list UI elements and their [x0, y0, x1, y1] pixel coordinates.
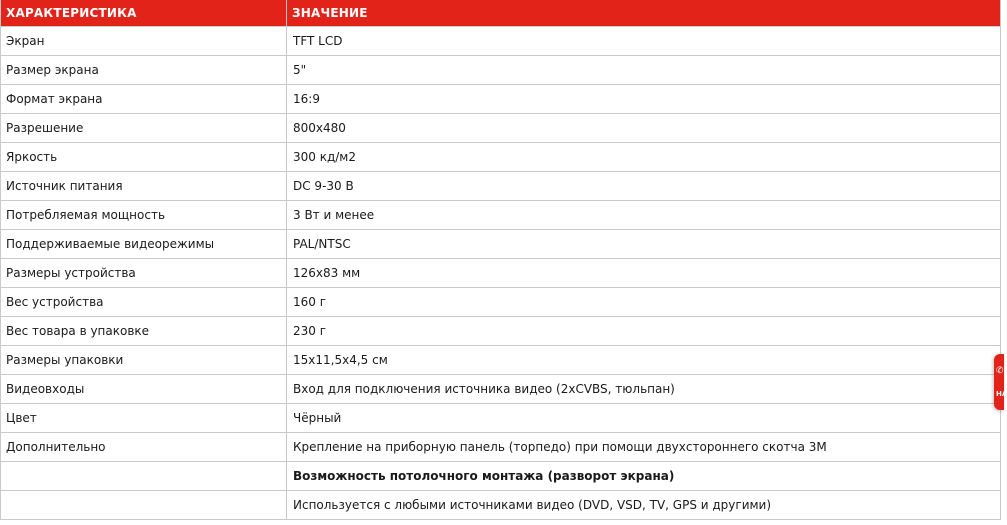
row-value: 800х480 — [287, 114, 1001, 143]
table-row — [1, 288, 1001, 317]
table-header-row — [1, 0, 1001, 27]
row-label: Яркость — [1, 143, 287, 172]
side-callback-tab[interactable] — [994, 354, 1007, 410]
row-label: Размеры устройства — [1, 259, 287, 288]
row-label: Видеовходы — [1, 375, 287, 404]
row-value: 5" — [287, 56, 1001, 85]
table-row — [1, 433, 1001, 462]
row-label: Потребляемая мощность — [1, 201, 287, 230]
row-label: Размеры упаковки — [1, 346, 287, 375]
table-row — [1, 317, 1001, 346]
table-row — [1, 27, 1001, 56]
row-value: 15х11,5х4,5 см — [287, 346, 1001, 375]
table-row — [1, 404, 1001, 433]
row-label — [1, 491, 287, 520]
header-characteristic: ХАРАКТЕРИСТИКА — [1, 0, 287, 27]
side-tab-label: НА — [996, 390, 1007, 398]
row-value: Чёрный — [287, 404, 1001, 433]
table-row — [1, 201, 1001, 230]
table-row — [1, 172, 1001, 201]
row-label: Разрешение — [1, 114, 287, 143]
row-label: Цвет — [1, 404, 287, 433]
table-row — [1, 346, 1001, 375]
row-value: Используется с любыми источниками видео (DVD, VSD, TV, GPS и другими) — [287, 491, 1001, 520]
row-value: Возможность потолочного монтажа (разворот экрана) — [287, 462, 1001, 491]
table-row — [1, 114, 1001, 143]
row-value: PAL/NTSC — [287, 230, 1001, 259]
row-label: Экран — [1, 27, 287, 56]
phone-icon: ✆ — [996, 366, 1004, 376]
row-label: Поддерживаемые видеорежимы — [1, 230, 287, 259]
row-value: 160 г — [287, 288, 1001, 317]
row-label: Вес товара в упаковке — [1, 317, 287, 346]
row-value: 300 кд/м2 — [287, 143, 1001, 172]
header-value: ЗНАЧЕНИЕ — [287, 0, 1001, 27]
row-value: Вход для подключения источника видео (2хCVBS, тюльпан) — [287, 375, 1001, 404]
row-value: Крепление на приборную панель (торпедо) при помощи двухстороннего скотча 3М — [287, 433, 1001, 462]
row-value: 126х83 мм — [287, 259, 1001, 288]
table-row — [1, 56, 1001, 85]
row-value: TFT LCD — [287, 27, 1001, 56]
table-row — [1, 259, 1001, 288]
row-value: 16:9 — [287, 85, 1001, 114]
table-row — [1, 230, 1001, 259]
row-label: Размер экрана — [1, 56, 287, 85]
row-label: Дополнительно — [1, 433, 287, 462]
row-value: DC 9-30 В — [287, 172, 1001, 201]
table-row — [1, 491, 1001, 520]
table-row — [1, 85, 1001, 114]
row-label: Источник питания — [1, 172, 287, 201]
row-label: Вес устройства — [1, 288, 287, 317]
row-label: Формат экрана — [1, 85, 287, 114]
table-row — [1, 462, 1001, 491]
table-row — [1, 143, 1001, 172]
row-label — [1, 462, 287, 491]
row-value: 230 г — [287, 317, 1001, 346]
table-row — [1, 375, 1001, 404]
row-value: 3 Вт и менее — [287, 201, 1001, 230]
